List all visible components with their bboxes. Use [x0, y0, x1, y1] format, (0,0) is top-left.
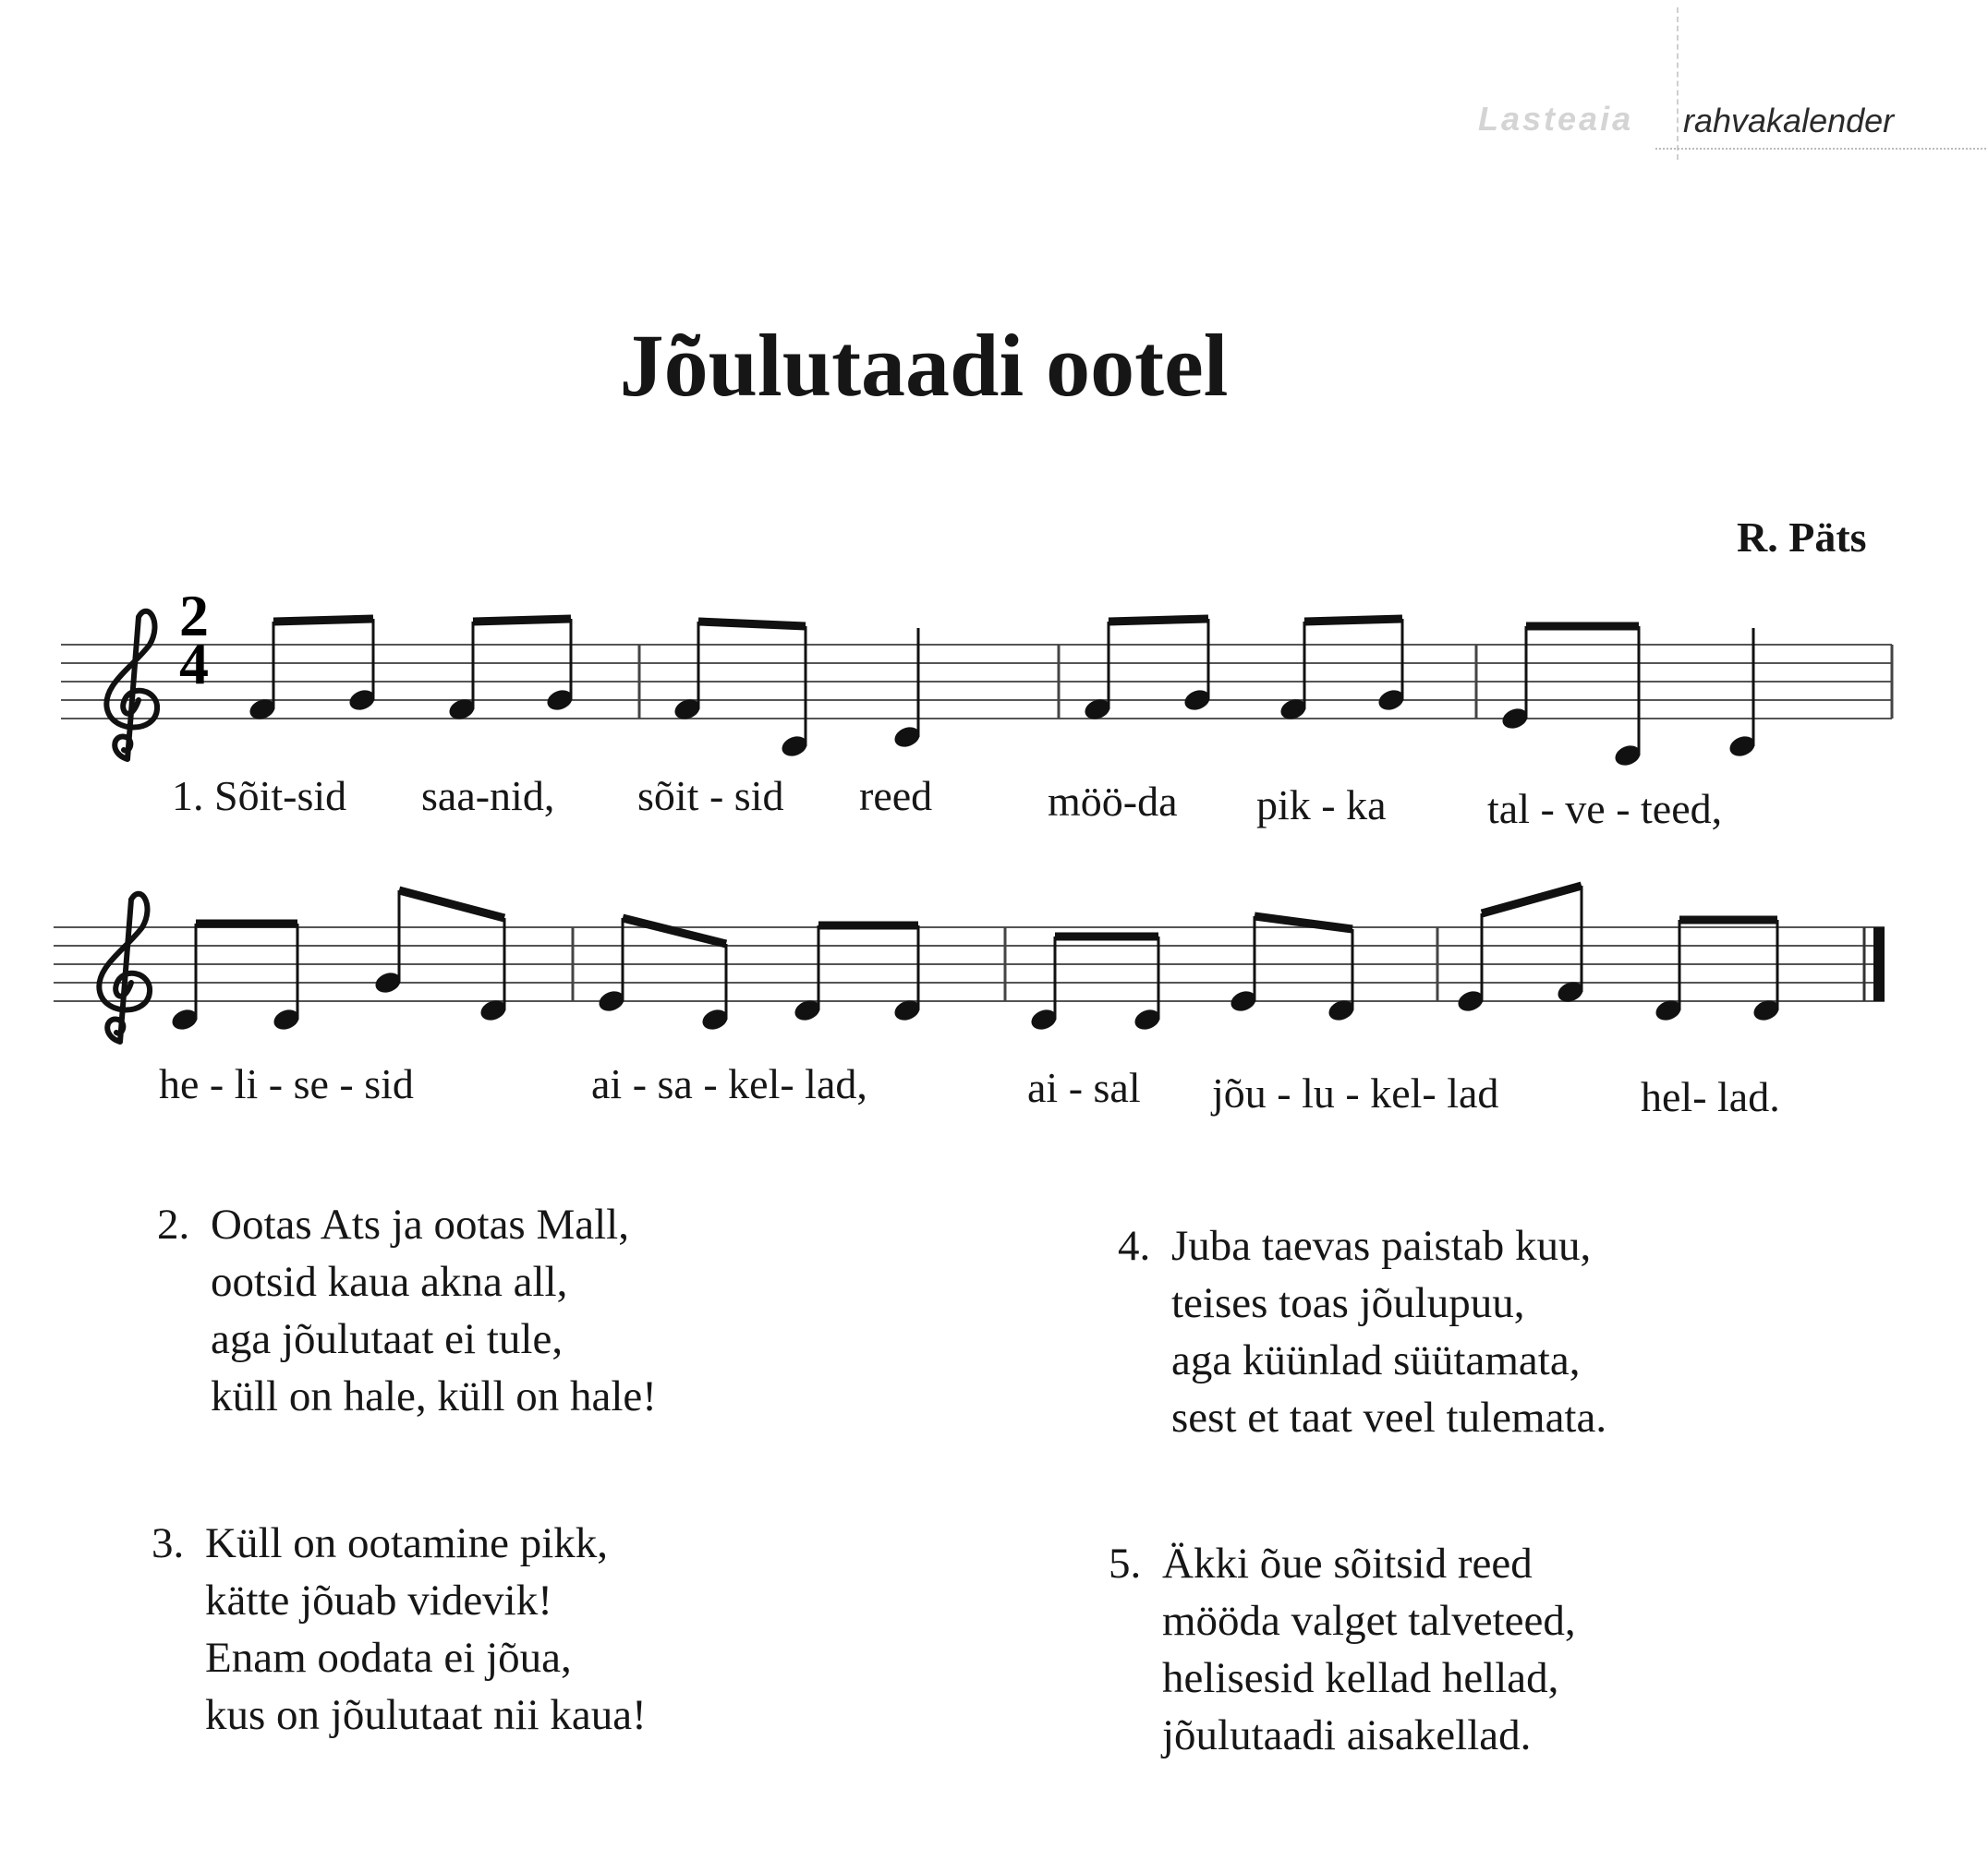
- verse-line: sest et taat veel tulemata.: [1171, 1394, 1607, 1442]
- lyric-syllable: reed: [859, 772, 933, 819]
- note: [1228, 916, 1258, 1015]
- note: [346, 619, 377, 714]
- composer: R. Päts: [1737, 514, 1867, 561]
- note: [1376, 619, 1406, 714]
- note: [1278, 622, 1308, 723]
- note: [1727, 628, 1757, 760]
- note: [169, 924, 200, 1033]
- lyrics-line-2: [159, 1060, 1780, 1120]
- note: [1751, 920, 1781, 1024]
- beam: [623, 918, 726, 944]
- note: [1653, 920, 1683, 1024]
- note: [1028, 936, 1059, 1033]
- note: [891, 925, 922, 1024]
- verse-3: [152, 1515, 647, 1744]
- header-separator: [1677, 7, 1679, 160]
- note: [478, 918, 508, 1024]
- treble-clef-path: [99, 894, 150, 1042]
- note: [1082, 622, 1112, 723]
- song-title: Jõulutaadi ootel: [619, 316, 1229, 415]
- note: [271, 924, 301, 1033]
- lyric-syllable: tal - ve - teed,: [1487, 785, 1723, 832]
- verse-line: aga jõulutaat ei tule,: [211, 1315, 564, 1363]
- time-signature-bottom: 4: [179, 631, 209, 696]
- beam: [698, 622, 806, 626]
- lyric-syllable: hel- lad.: [1641, 1073, 1780, 1120]
- verse-number: 3.: [152, 1519, 185, 1567]
- verse-line: Ootas Ats ja ootas Mall,: [211, 1201, 629, 1249]
- time-signature-top: 2: [179, 583, 209, 648]
- verse-line: jõulutaadi aisakellad.: [1162, 1711, 1532, 1759]
- header-text: rahvakalender: [1683, 102, 1895, 139]
- sheet-music: [0, 554, 1988, 1182]
- lyric-syllable: pik - ka: [1256, 781, 1387, 828]
- verse-line: helisesid kellad hellad,: [1162, 1654, 1559, 1702]
- lyric-syllable: saa-nid,: [421, 772, 555, 819]
- verse-number: 5.: [1109, 1540, 1142, 1588]
- note: [247, 622, 277, 723]
- treble-clef-path: [106, 611, 157, 759]
- note: [1612, 626, 1643, 769]
- note: [672, 622, 702, 723]
- verse-number: 4.: [1118, 1222, 1151, 1270]
- note: [372, 890, 403, 997]
- note: [779, 626, 809, 760]
- beam: [473, 619, 571, 622]
- note: [446, 622, 477, 723]
- beam: [1304, 619, 1402, 622]
- lyric-syllable: ai - sal: [1027, 1064, 1141, 1111]
- verse-line: kus on jõulutaat nii kaua!: [205, 1691, 647, 1739]
- lyric-syllable: ai - sa - kel- lad,: [591, 1060, 867, 1107]
- note: [792, 925, 822, 1024]
- verse-line: Äkki õue sõitsid reed: [1162, 1540, 1533, 1588]
- header-underline: [1655, 148, 1988, 150]
- verse-line: Küll on ootamine pikk,: [205, 1519, 609, 1567]
- note: [1132, 936, 1162, 1033]
- verse-5: [1109, 1535, 1576, 1764]
- verse-line: mööda valget talveteed,: [1162, 1597, 1576, 1645]
- staff-2: [54, 927, 1885, 1001]
- beam: [1482, 886, 1582, 913]
- beam: [273, 619, 373, 622]
- note: [1499, 626, 1530, 732]
- lyric-syllable: sõit - sid: [637, 772, 784, 819]
- staff-1: [61, 645, 1892, 719]
- note: [891, 628, 922, 751]
- lyrics-line-1: [172, 772, 1722, 832]
- lyric-syllable: he - li - se - sid: [159, 1060, 414, 1107]
- treble-clef-icon: [99, 894, 150, 1042]
- note: [699, 944, 730, 1033]
- verse-line: Juba taevas paistab kuu,: [1171, 1222, 1592, 1270]
- note: [596, 918, 626, 1015]
- page-header: [1478, 100, 1895, 139]
- note: [544, 619, 575, 714]
- verse-line: küll on hale, küll on hale!: [211, 1372, 657, 1420]
- beam: [1109, 619, 1208, 622]
- lyric-syllable: jõu - lu - kel- lad: [1212, 1069, 1499, 1117]
- note: [1182, 619, 1212, 714]
- verse-line: ootsid kaua akna all,: [211, 1258, 568, 1306]
- verse-number: 2.: [157, 1201, 190, 1249]
- final-bar-thick: [1873, 927, 1885, 1001]
- verse-line: Enam oodata ei jõua,: [205, 1634, 572, 1682]
- verse-line: aga küünlad süütamata,: [1171, 1336, 1581, 1384]
- treble-clef-icon: [106, 611, 157, 759]
- verse-line: teises toas jõulupuu,: [1171, 1279, 1525, 1327]
- note: [1326, 929, 1356, 1024]
- verse-4: [1118, 1217, 1607, 1446]
- verse-line: kätte jõuab videvik!: [205, 1577, 552, 1625]
- lyric-syllable: 1. Sõit-sid: [172, 772, 347, 819]
- beam: [399, 890, 504, 918]
- header-faded-text: Lasteaia: [1478, 100, 1634, 138]
- lyric-syllable: möö-da: [1048, 778, 1178, 825]
- verse-2: [157, 1196, 657, 1425]
